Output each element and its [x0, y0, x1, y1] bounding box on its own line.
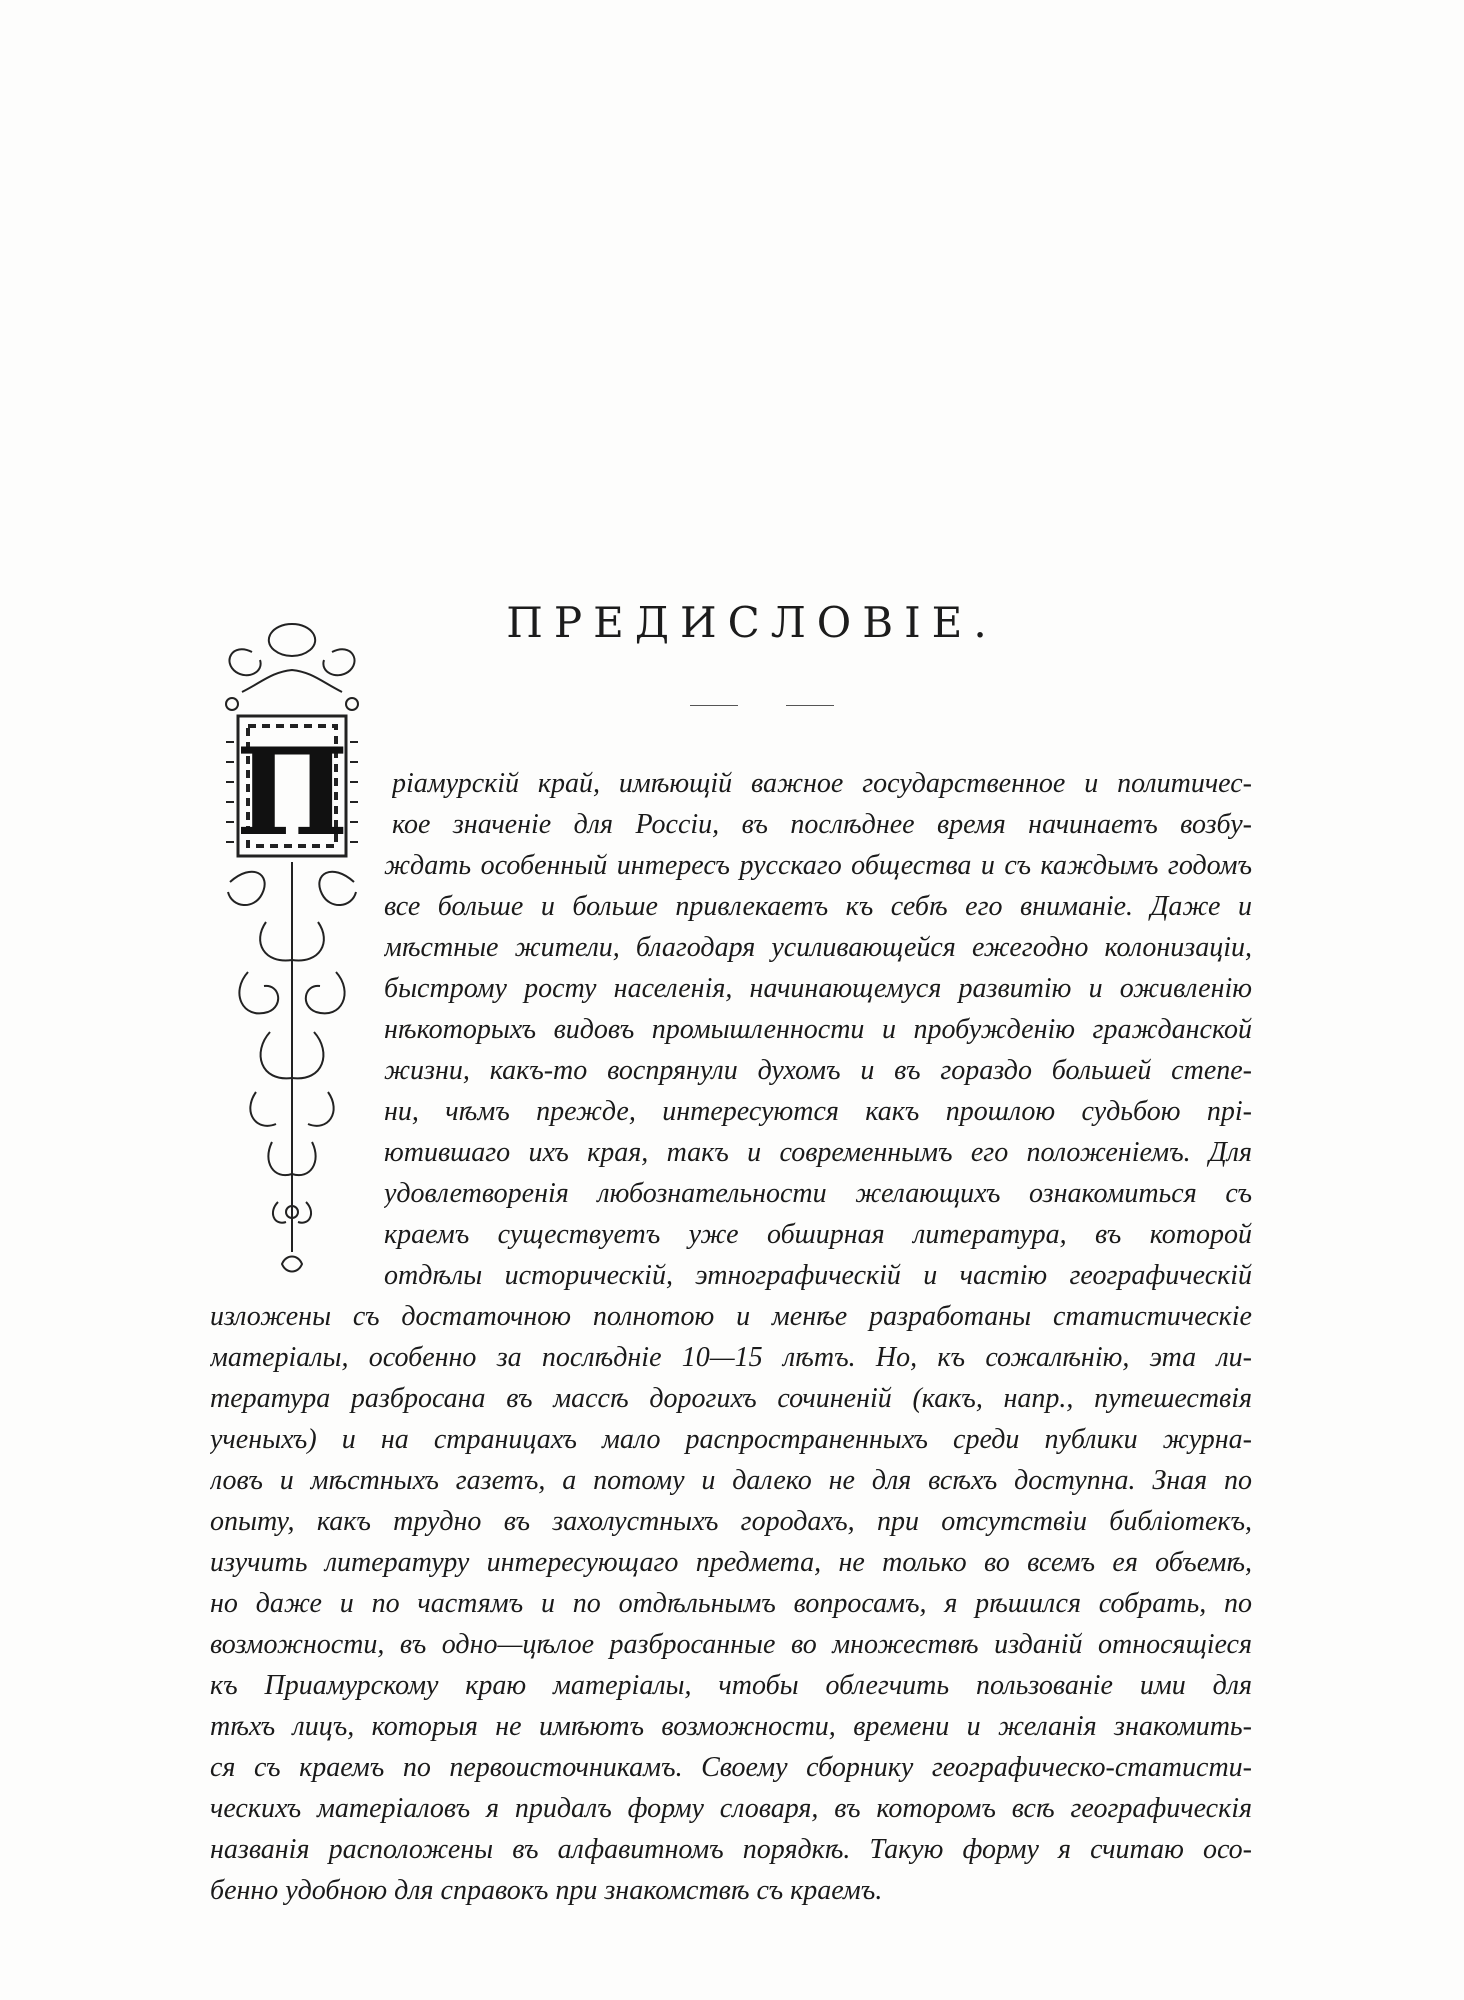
- text-line: нѣкоторыхъ видовъ промышленности и пробужденію гражданской: [384, 1014, 1252, 1045]
- text-line: удовлетворенія любознательности желающихъ ознакомиться съ: [384, 1178, 1252, 1209]
- text-line: кое значеніе для Россіи, въ послѣднее время начинаетъ возбу-: [392, 809, 1252, 840]
- text-line: ріамурскій край, имѣющій важное государственное и политичес-: [392, 768, 1252, 799]
- text-line: ческихъ матеріаловъ я придалъ форму словаря, въ которомъ всѣ географическія: [210, 1793, 1252, 1824]
- text-line: мѣстные жители, благодаря усиливающейся ежегодно колонизаціи,: [384, 932, 1252, 963]
- text-line: все больше и больше привлекаетъ къ себѣ его вниманіе. Даже и: [384, 891, 1252, 922]
- text-line: тѣхъ лицъ, которыя не имѣютъ возможности, времени и желанія знакомить-: [210, 1711, 1252, 1742]
- text-line: ютившаго ихъ края, такъ и современнымъ его положеніемъ. Для: [384, 1137, 1252, 1168]
- text-line: названія расположены въ алфавитномъ порядкѣ. Такую форму я считаю осо-: [210, 1834, 1252, 1865]
- text-line: тература разбросана въ массѣ дорогихъ сочиненій (какъ, напр., путешествія: [210, 1383, 1252, 1414]
- text-line: ловъ и мѣстныхъ газетъ, а потому и далеко не для всѣхъ доступна. Зная по: [210, 1465, 1252, 1496]
- text-line: краемъ существуетъ уже обширная литература, въ которой: [384, 1219, 1252, 1250]
- text-line: ся съ краемъ по первоисточникамъ. Своему сборнику географическо-статисти-: [210, 1752, 1252, 1783]
- text-line: опыту, какъ трудно въ захолустныхъ городахъ, при отсутствіи библіотекъ,: [210, 1506, 1252, 1537]
- page-title: ПРЕДИСЛОВІЕ.: [506, 598, 998, 647]
- text-line: но даже и по частямъ и по отдѣльнымъ вопросамъ, я рѣшился собрать, по: [210, 1588, 1252, 1619]
- text-line: ждать особенный интересъ русскаго общества и съ каждымъ годомъ: [384, 850, 1252, 881]
- drop-cap-letter: П: [235, 722, 349, 863]
- text-line: ученыхъ) и на страницахъ мало распространенныхъ среди публики журна-: [210, 1424, 1252, 1455]
- text-line: возможности, въ одно—цѣлое разбросанные во множествѣ изданій относящіеся: [210, 1629, 1252, 1660]
- text-line: быстрому росту населенія, начинающемуся развитію и оживленію: [384, 973, 1252, 1004]
- text-line: ни, чѣмъ прежде, интересуются какъ прошлою судьбою прі-: [384, 1096, 1252, 1127]
- text-line: изложены съ достаточною полнотою и менѣе разработаны статистическіе: [210, 1301, 1252, 1332]
- text-line: бенно удобною для справокъ при знакомствѣ съ краемъ.: [210, 1875, 883, 1906]
- text-line: отдѣлы историческій, этнографическій и частію географическій: [384, 1260, 1252, 1291]
- text-line: матеріалы, особенно за послѣдніе 10—15 лѣтъ. Но, къ сожалѣнію, эта ли-: [210, 1342, 1252, 1373]
- text-line: изучить литературу интересующаго предмета, не только во всемъ ея объемѣ,: [210, 1547, 1252, 1578]
- text-line: къ Приамурскому краю матеріалы, чтобы облегчить пользованіе ими для: [210, 1670, 1252, 1701]
- text-line: жизни, какъ-то воспрянули духомъ и въ гораздо большей степе-: [384, 1055, 1252, 1086]
